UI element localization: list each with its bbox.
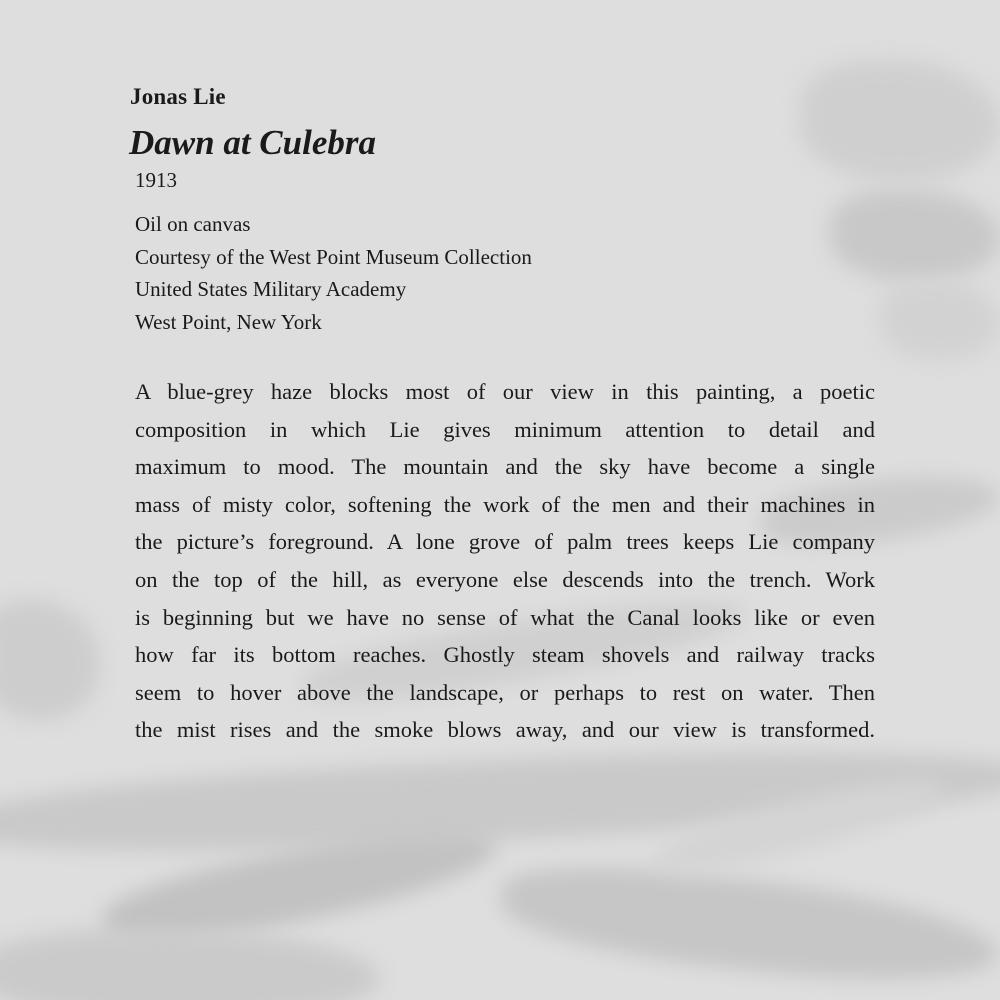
artist-name: Jonas Lie [130,84,226,109]
description-line: seem to hover above the landscape, or perhaps to rest on water. Then [135,679,875,705]
description-line: on the top of the hill, as everyone else descends into the trench. Work [135,566,875,592]
description-line: composition in which Lie gives minimum attention to detail and [135,416,875,442]
description-line: how far its bottom reaches. Ghostly steam shovels and railway tracks [135,642,875,668]
description-line: the mist rises and the smoke blows away, and our view is transformed. [135,717,875,743]
description-line: A blue-grey haze blocks most of our view in this painting, a poetic [135,379,875,404]
artwork-title: Dawn at Culebra [129,123,376,162]
description-line: is beginning but we have no sense of what the Canal looks like or even [135,604,875,630]
credit-line: Courtesy of the West Point Museum Collection [135,244,532,269]
description-line: maximum to mood. The mountain and the sky have become a single [135,454,875,480]
artwork-description [135,373,875,749]
medium: Oil on canvas [135,212,251,236]
description-line: mass of misty color, softening the work of the men and their machines in [135,491,875,517]
artwork-details [135,208,532,338]
location: West Point, New York [135,309,322,334]
artwork-year: 1913 [135,168,177,192]
description-line: the picture’s foreground. A lone grove of palm trees keeps Lie company [135,529,875,555]
institution: United States Military Academy [135,277,407,301]
